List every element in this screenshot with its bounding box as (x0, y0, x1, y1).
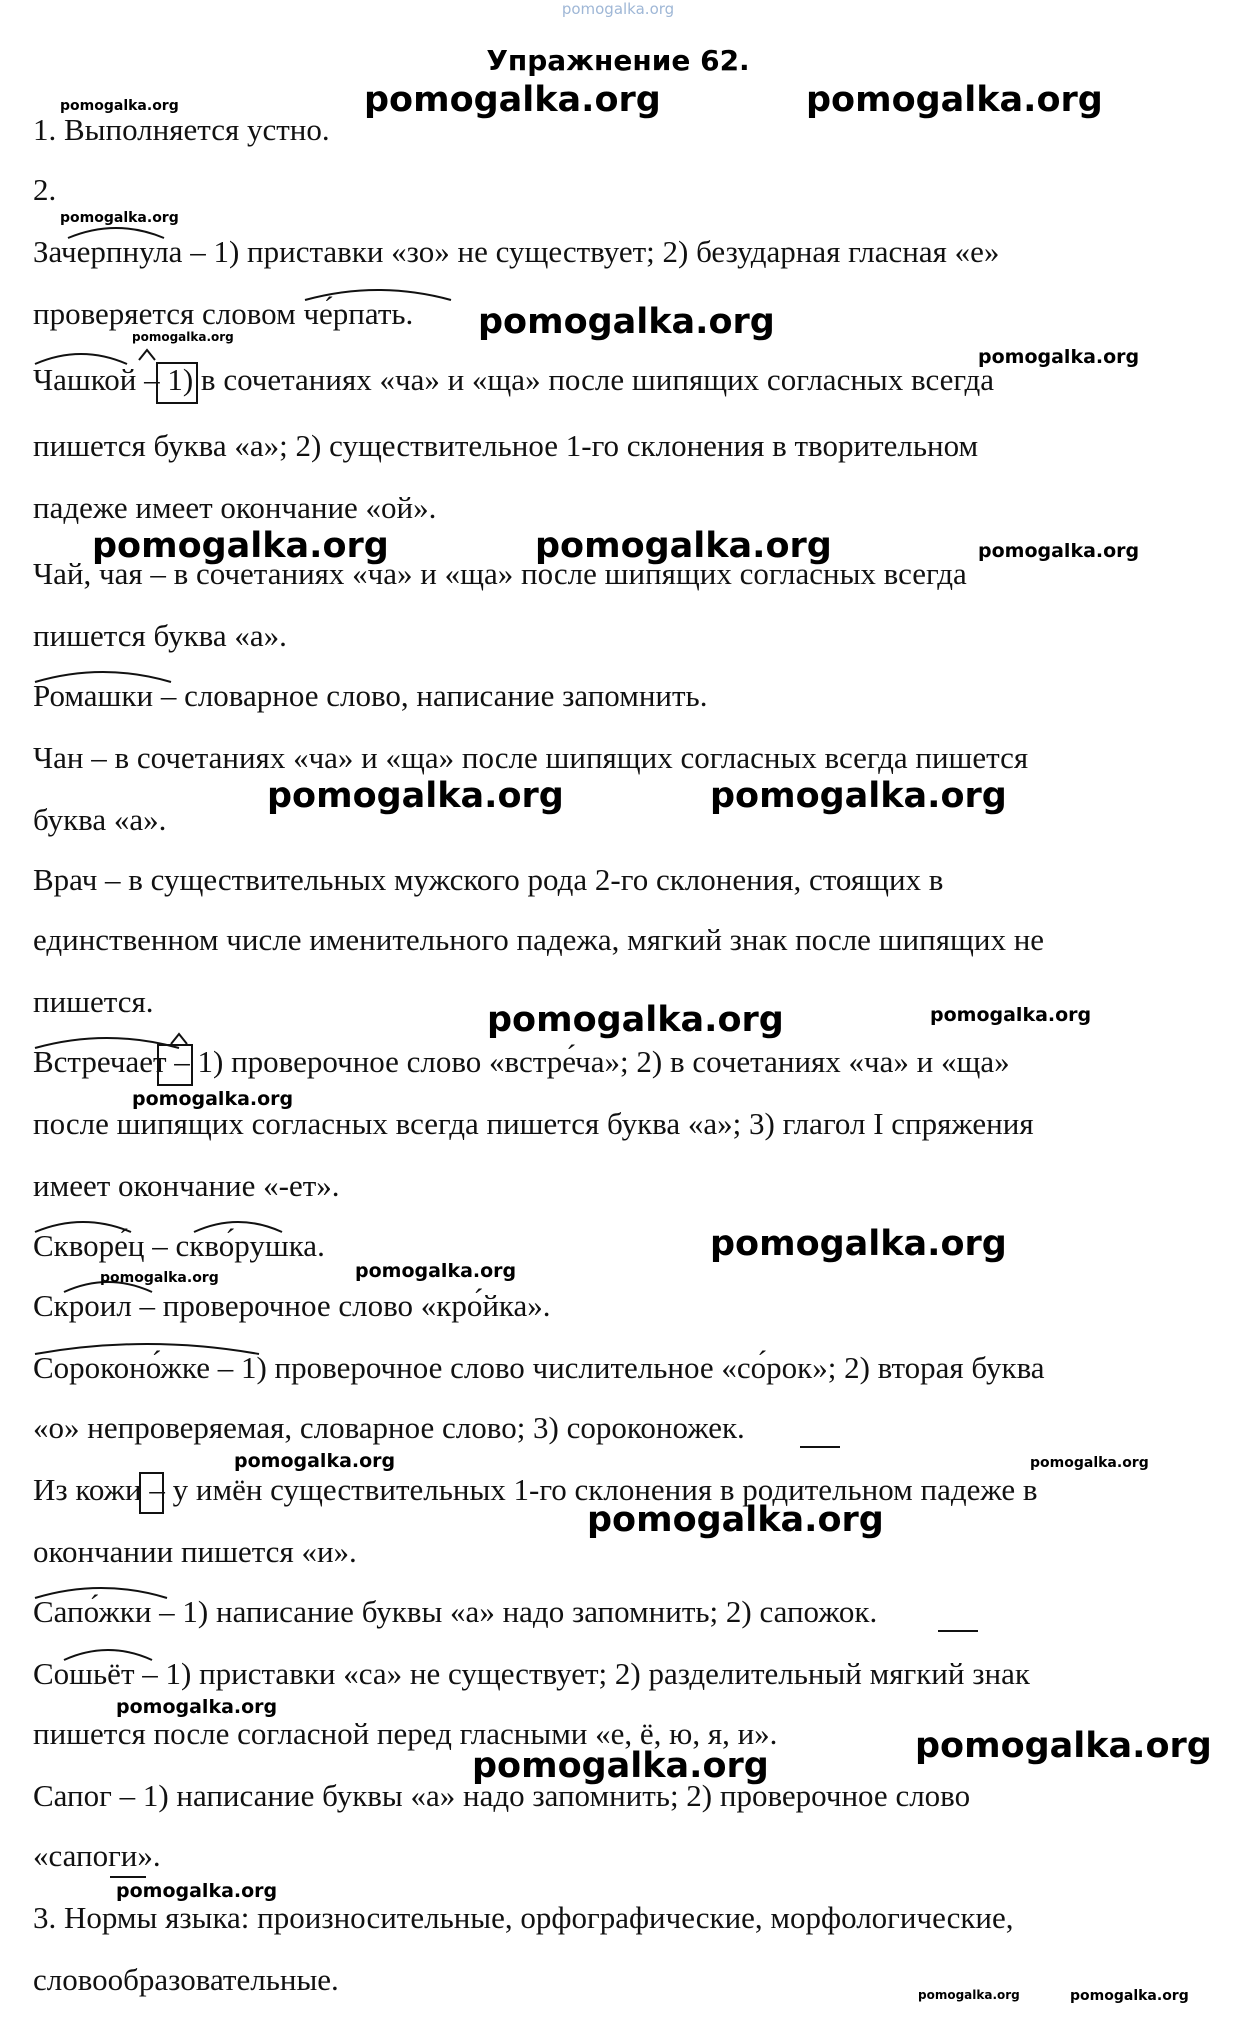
watermark: pomogalka.org (918, 1988, 1020, 2002)
text-line: пишется после согласной перед гласными «е, ё, ю, я, и». (33, 1716, 778, 1751)
text-line: Сороконо́жке – 1) проверочное слово числительное «со́рок»; 2) вторая буква (33, 1350, 1045, 1385)
text-line: Чай, чая – в сочетаниях «ча» и «ща» после шипящих согласных всегда (33, 556, 967, 591)
watermark: pomogalka.org (116, 1880, 278, 1902)
text-line: 3. Нормы языка: произносительные, орфографические, морфологические, (33, 1900, 1014, 1935)
text-line: словообразовательные. (33, 1962, 339, 1997)
watermark: pomogalka.org (1070, 1988, 1189, 2004)
page-title: Упражнение 62. (486, 44, 750, 77)
text-line: буква «а». (33, 802, 167, 837)
ending-box (139, 1472, 164, 1514)
text-line: Из кожи – у имён существительных 1-го склонения в родительном падеже в (33, 1472, 1038, 1507)
text-line: Врач – в существительных мужского рода 2-го склонения, стоящих в (33, 862, 944, 897)
watermark: pomogalka.org (487, 1000, 784, 1040)
text-line: Сошьёт – 1) приставки «са» не существует; 2) разделительный мягкий знак (33, 1656, 1030, 1691)
watermark: pomogalka.org (587, 1500, 884, 1540)
watermark: pomogalka.org (267, 776, 564, 816)
text-line: пишется буква «а»; 2) существительное 1-го склонения в творительном (33, 428, 979, 463)
text-line: «сапоги». (33, 1838, 161, 1873)
watermark: pomogalka.org (535, 526, 832, 566)
watermark: pomogalka.org (978, 346, 1140, 368)
text-line: окончании пишется «и». (33, 1534, 357, 1569)
letter-underline (800, 1446, 840, 1448)
text-line: Сапо́жки – 1) написание буквы «а» надо запомнить; 2) сапожок. (33, 1594, 878, 1629)
watermark: pomogalka.org (364, 80, 661, 120)
text-line: единственном числе именительного падежа, мягкий знак после шипящих не (33, 922, 1045, 957)
text-line: 2. (33, 172, 57, 207)
watermark: pomogalka.org (60, 210, 179, 226)
letter-underline (110, 1876, 146, 1878)
watermark: pomogalka.org (132, 1088, 294, 1110)
watermark: pomogalka.org (234, 1450, 396, 1472)
text-line: пишется. (33, 984, 154, 1019)
watermark: pomogalka.org (100, 1270, 219, 1286)
watermark: pomogalka.org (132, 330, 234, 344)
watermark: pomogalka.org (60, 98, 179, 114)
text-line: имеет окончание «-ет». (33, 1168, 340, 1203)
text-line: Сапог – 1) написание буквы «а» надо запомнить; 2) проверочное слово (33, 1778, 971, 1813)
text-line: 1. Выполняется устно. (33, 112, 330, 147)
watermark: pomogalka.org (806, 80, 1103, 120)
text-line: Ромашки – словарное слово, написание запомнить. (33, 678, 708, 713)
watermark: pomogalka.org (710, 776, 1007, 816)
watermark: pomogalka.org (472, 1746, 769, 1786)
letter-underline (938, 1630, 978, 1632)
text-line: падеже имеет окончание «ой». (33, 490, 437, 525)
watermark: pomogalka.org (1030, 1455, 1149, 1471)
text-line: Скроил – проверочное слово «кро́йка». (33, 1288, 551, 1323)
watermark: pomogalka.org (478, 302, 775, 342)
text-line: Чан – в сочетаниях «ча» и «ща» после шипящих согласных всегда пишется (33, 740, 1029, 775)
ending-box (156, 362, 198, 404)
text-line: «о» непроверяемая, словарное слово; 3) сороконожек. (33, 1410, 745, 1445)
text-line: после шипящих согласных всегда пишется буква «а»; 3) глагол I спряжения (33, 1106, 1034, 1141)
text-line: Чашкой – 1) в сочетаниях «ча» и «ща» после шипящих согласных всегда (33, 362, 995, 397)
ending-box (157, 1044, 193, 1086)
header-watermark: pomogalka.org (561, 0, 675, 18)
text-line: пишется буква «а». (33, 618, 287, 653)
text-line: Зачерпнула – 1) приставки «зо» не существует; 2) безударная гласная «е» (33, 234, 1000, 269)
suffix-caret (137, 348, 157, 362)
text-line: Скворе́ц – скво́рушка. (33, 1228, 325, 1263)
watermark: pomogalka.org (710, 1224, 1007, 1264)
watermark: pomogalka.org (355, 1260, 517, 1282)
watermark: pomogalka.org (930, 1004, 1092, 1026)
watermark: pomogalka.org (978, 540, 1140, 562)
watermark: pomogalka.org (116, 1696, 278, 1718)
watermark: pomogalka.org (92, 526, 389, 566)
text-line: Встречает – 1) проверочное слово «встре́ча»; 2) в сочетаниях «ча» и «ща» (33, 1044, 1010, 1079)
text-line: проверяется словом че́рпать. (33, 296, 414, 331)
watermark: pomogalka.org (915, 1726, 1212, 1766)
